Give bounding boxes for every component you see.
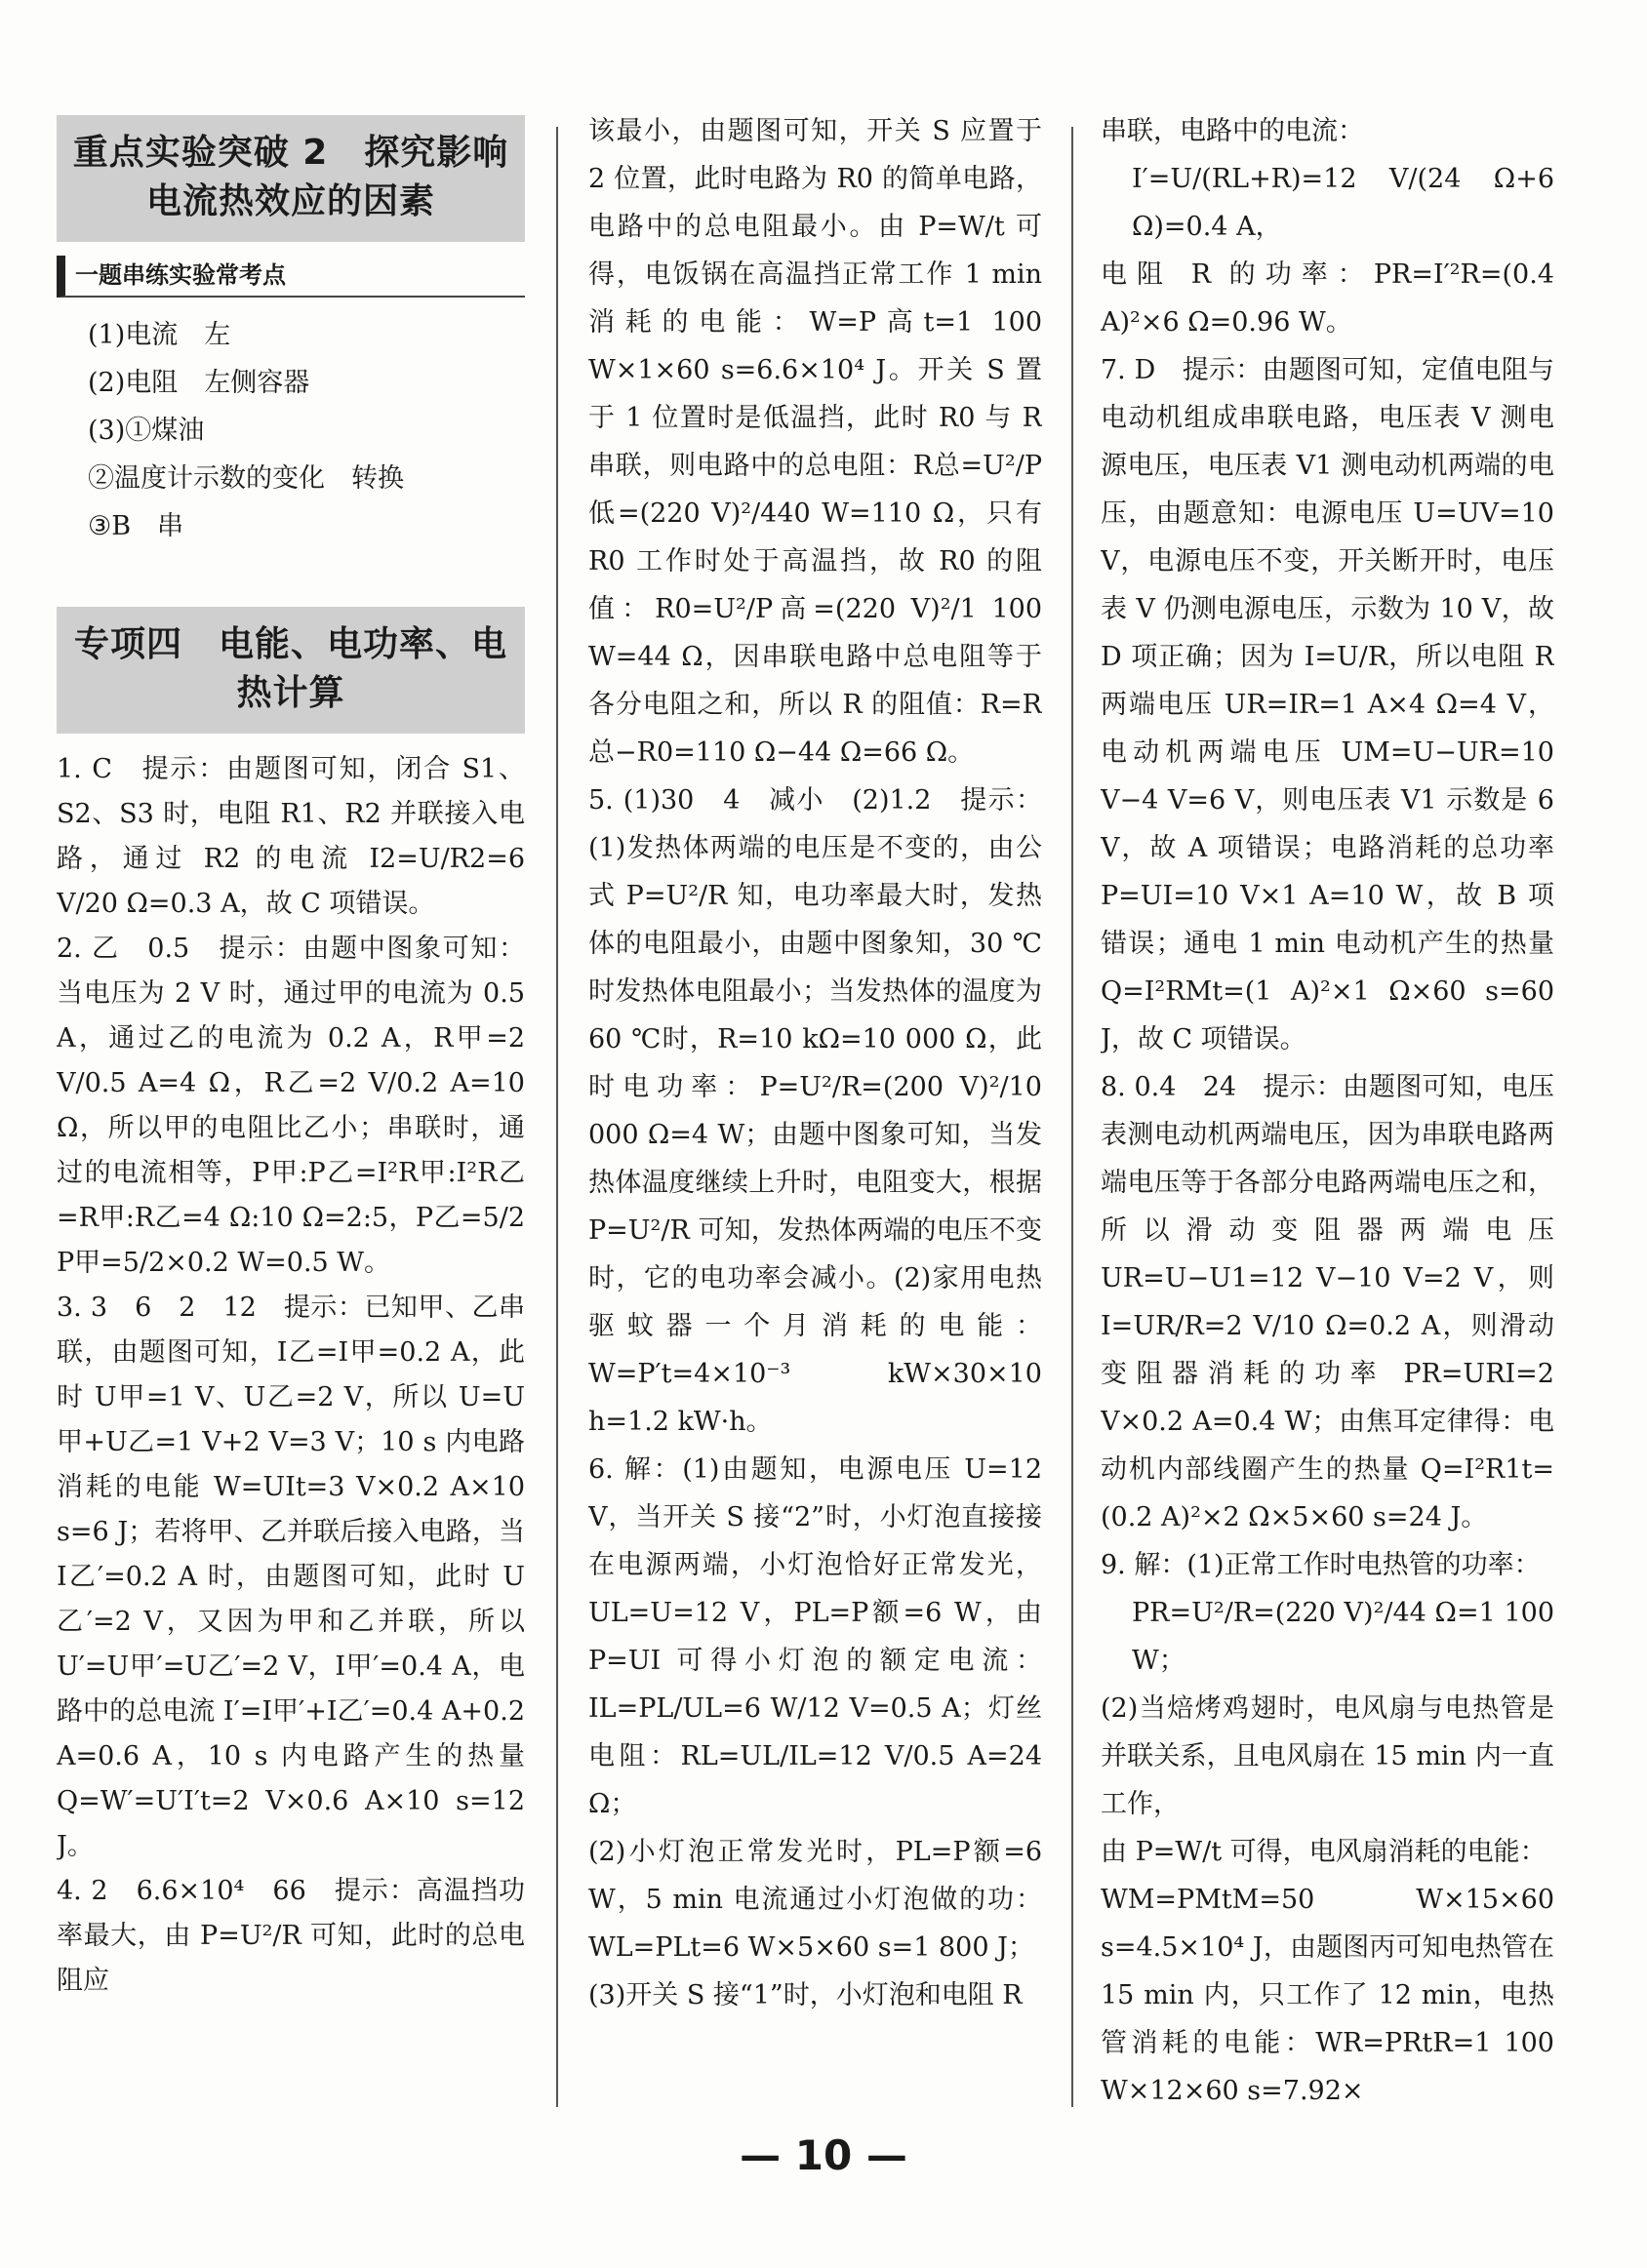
answer-9-part1: 9. 解：(1)正常工作时电热管的功率： [1101, 1550, 1541, 1580]
subheading: 一题串练实验常考点 [57, 256, 525, 298]
page-number: — 10 — [740, 2131, 907, 2179]
answer-8: 8. 0.4 24 提示：由题图可知，电压表测电动机两端电压，因为串联电路两端电压等于各部分电路两端电压之和，所以滑动变阻器两端电压 UR=U−U1=12 V−10 V=2 V，则 I=UR/R=2 V/10 Ω=0.2 A，则滑动变阻器消耗的功率 PR=URI=2 V×0.2 A=0.4 W；由焦耳定律得：电动机内部线圈产生的热量 Q=I²R1t=(0.2 A)²×2 Ω×5×60 s=24 J。 [1101, 1072, 1554, 1532]
column-1 [57, 107, 525, 2112]
experiment-answer: (3)①煤油 [88, 416, 205, 446]
answer-4-cont: 该最小，由题图可知，开关 S 应置于 2 位置，此时电路为 R0 的简单电路，电路中的总电阻最小。由 P=W/t 可得，电饭锅在高温挡正常工作 1 min 消耗的电能：W=P高t=1 100 W×1×60 s=6.6×10⁴ J。开关 S 置于 1 位置时是低温挡，此时 R0 与 R 串联，则电路中的总电阻：R总=U²/P低=(220 V)²/440 W=110 Ω，只有 R0 工作时处于高温挡，故 R0 的阻值：R0=U²/P高=(220 V)²/1 100 W=44 Ω，因串联电路中总电阻等于各分电阻之和，所以 R 的阻值：R=R总−R0=110 Ω−44 Ω=66 Ω。 [588, 116, 1042, 768]
answer-5: 5. (1)30 4 减小 (2)1.2 提示：(1)发热体两端的电压是不变的，由公式 P=U²/R 知，电功率最大时，发热体的电阻最小，由题中图象知，30 ℃时发热体电阻最小；当发热体的温度为 60 ℃时，R=10 kΩ=10 000 Ω，此时电功率：P=U²/R=(200 V)²/10 000 Ω=4 W；由题中图象可知，当发热体温度继续上升时，电阻变大，根据 P=U²/R 可知，发热体两端的电压不变时，它的电功率会减小。(2)家用电热驱蚊器一个月消耗的电能：W=P′t=4×10⁻³ kW×30×10 h=1.2 kW·h。 [588, 785, 1042, 1437]
answer-4-start: 4. 2 6.6×10⁴ 66 提示：高温挡功率最大，由 P=U²/R 可知，此时的总电阻应 [57, 1876, 525, 1996]
answer-7: 7. D 提示：由题图可知，定值电阻与电动机组成串联电路，电压表 V 测电源电压，电压表 V1 测电动机两端的电压，由题意知：电源电压 U=UV=10 V，电源电压不变，开关断开时，电压表 V 仍测电源电压，示数为 10 V，故 D 项正确；因为 I=U/R，所以电阻 R 两端电压 UR=IR=1 A×4 Ω=4 V，电动机两端电压 UM=U−UR=10 V−4 V=6 V，则电压表 V1 示数是 6 V，故 A 项错误；电路消耗的总功率 P=UI=10 V×1 A=10 W，故 B 项错误；通电 1 min 电动机产生的热量 Q=I²RMt=(1 A)²×1 Ω×60 s=60 J，故 C 项错误。 [1101, 355, 1554, 1054]
answer-9-part4: WM=PMtM=50 W×15×60 s=4.5×10⁴ J，由题图丙可知电热管在 15 min 内，只工作了 12 min，电热管消耗的电能：WR=PRtR=1 100 W×12×60 s=7.92× [1101, 1885, 1554, 2106]
formula-power: 电阻 R 的功率：PR=I′²R=(0.4 A)²×6 Ω=0.96 W。 [1101, 259, 1554, 338]
column-divider-2 [1071, 127, 1073, 2107]
experiment-answer: ③B 串 [88, 511, 184, 541]
column-divider-1 [556, 127, 558, 2107]
answer-1: 1. C 提示：由题图可知，闭合 S1、S2、S3 时，电阻 R1、R2 并联接入电路，通过 R2 的电流 I2=U/R2=6 V/20 Ω=0.3 A，故 C 项错误。 [57, 754, 525, 919]
column-3 [1101, 107, 1554, 2112]
experiment-answer: ②温度计示数的变化 转换 [88, 463, 404, 494]
answer-9-part2: (2)当焙烤鸡翅时，电风扇与电热管是并联关系，且电风扇在 15 min 内一直工作， [1101, 1693, 1554, 1819]
answer-6-cont: 串联，电路中的电流： [1101, 116, 1364, 146]
answer-6-part3: (3)开关 S 接“1”时，小灯泡和电阻 R [588, 1980, 1023, 2010]
experiment-answer: (1)电流 左 [88, 320, 231, 350]
experiment-answer: (2)电阻 左侧容器 [88, 368, 310, 398]
answer-6-part1: 6. 解：(1)由题知，电源电压 U=12 V，当开关 S 接“2”时，小灯泡直接接在电源两端，小灯泡恰好正常发光，UL=U=12 V，PL=P额=6 W，由 P=UI 可得小灯泡的额定电流：IL=PL/UL=6 W/12 V=0.5 A；灯丝电阻：RL=UL/IL=12 V/0.5 A=24 Ω； [588, 1454, 1042, 1819]
formula-current: I′=U/(RL+R)=12 V/(24 Ω+6 Ω)=0.4 A， [1132, 164, 1554, 242]
section-banner-topic4: 专项四 电能、电功率、电热计算 [57, 607, 525, 734]
formula-heater-power: PR=U²/R=(220 V)²/44 Ω=1 100 W； [1132, 1598, 1554, 1676]
answer-9-part3: 由 P=W/t 可得，电风扇消耗的电能： [1101, 1837, 1547, 1867]
section-banner-experiment: 重点实验突破 2 探究影响电流热效应的因素 [57, 115, 525, 242]
answer-3: 3. 3 6 2 12 提示：已知甲、乙串联，由题图可知，I乙=I甲=0.2 A，此时 U甲=1 V、U乙=2 V，所以 U=U甲+U乙=1 V+2 V=3 V；10 s 内电路消耗的电能 W=UIt=3 V×0.2 A×10 s=6 J；若将甲、乙并联后接入电路，当 I乙′=0.2 A 时，由题图可知，此时 U乙′=2 V，又因为甲和乙并联，所以 U′=U甲′=U乙′=2 V，I甲′=0.4 A，电路中的总电流 I′=I甲′+I乙′=0.4 A+0.2 A=0.6 A，10 s 内电路产生的热量 Q=W′=U′I′t=2 V×0.6 A×10 s=12 J。 [57, 1293, 525, 1861]
column-2 [588, 107, 1042, 2112]
answer-2: 2. 乙 0.5 提示：由题中图象可知：当电压为 2 V 时，通过甲的电流为 0.5 A，通过乙的电流为 0.2 A，R甲=2 V/0.5 A=4 Ω，R乙=2 V/0.2 A=10 Ω，所以甲的电阻比乙小；串联时，通过的电流相等，P甲:P乙=I²R甲:I²R乙=R甲:R乙=4 Ω:10 Ω=2:5，P乙=5/2 P甲=5/2×0.2 W=0.5 W。 [57, 934, 525, 1278]
answer-6-part2: (2)小灯泡正常发光时，PL=P额=6 W，5 min 电流通过小灯泡做的功：WL=PLt=6 W×5×60 s=1 800 J； [588, 1837, 1042, 1963]
